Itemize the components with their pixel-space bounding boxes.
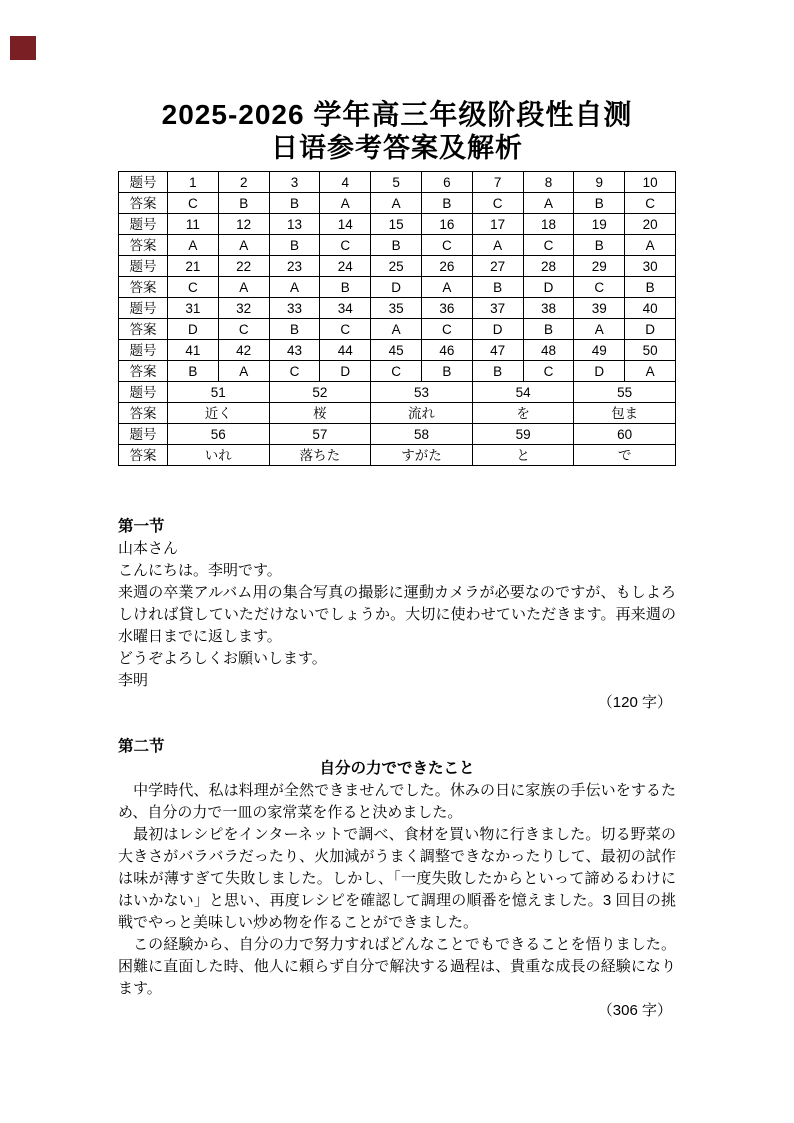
answer-cell: C — [523, 235, 574, 256]
question-number-cell: 19 — [574, 214, 625, 235]
essay-body — [118, 780, 676, 1000]
answer-cell: C — [218, 319, 269, 340]
answer-cell: B — [218, 193, 269, 214]
question-number-cell: 29 — [574, 256, 625, 277]
answer-cell: A — [269, 277, 320, 298]
question-number-cell: 18 — [523, 214, 574, 235]
document-content — [118, 98, 676, 1022]
document-subtitle: 日语参考答案及解析 — [271, 133, 523, 163]
answer-row-label: 答案 — [119, 235, 168, 256]
answer-cell: 包ま — [574, 403, 676, 424]
answer-cell: B — [523, 319, 574, 340]
question-row-label: 题号 — [119, 382, 168, 403]
answer-row-label: 答案 — [119, 277, 168, 298]
answer-table-row — [119, 445, 676, 466]
answer-cell: A — [218, 361, 269, 382]
question-number-cell: 44 — [320, 340, 371, 361]
question-number-cell: 16 — [421, 214, 472, 235]
answer-key-table — [118, 171, 676, 466]
answer-cell: 流れ — [371, 403, 473, 424]
question-row-label: 题号 — [119, 172, 168, 193]
answer-cell: C — [421, 319, 472, 340]
question-number-cell: 30 — [625, 256, 676, 277]
answer-cell: A — [320, 193, 371, 214]
answer-cell: A — [625, 361, 676, 382]
answer-cell: D — [574, 361, 625, 382]
answer-cell: A — [168, 235, 219, 256]
question-number-cell: 9 — [574, 172, 625, 193]
corner-logo-mark — [10, 36, 36, 60]
question-number-cell: 33 — [269, 298, 320, 319]
answer-table-row — [119, 319, 676, 340]
question-number-cell: 38 — [523, 298, 574, 319]
question-number-cell: 20 — [625, 214, 676, 235]
answer-row-label: 答案 — [119, 193, 168, 214]
question-row-label: 题号 — [119, 340, 168, 361]
answer-cell: 落ちた — [269, 445, 371, 466]
letter-line: どうぞよろしくお願いします。 — [118, 650, 327, 667]
answer-cell: C — [371, 361, 422, 382]
question-number-cell: 10 — [625, 172, 676, 193]
answer-cell: C — [574, 277, 625, 298]
question-number-cell: 1 — [168, 172, 219, 193]
question-number-cell: 17 — [472, 214, 523, 235]
answer-cell: B — [269, 235, 320, 256]
question-number-cell: 14 — [320, 214, 371, 235]
answer-cell: A — [371, 193, 422, 214]
question-row-label: 题号 — [119, 214, 168, 235]
answer-cell: A — [218, 277, 269, 298]
section-1-heading: 第一节 — [118, 518, 165, 535]
answer-table-row — [119, 193, 676, 214]
essay-paragraph: 最初はレシピをインターネットで調べ、食材を買い物に行きました。切る野菜の大きさがバラバラだったり、火加減がうまく調整できなかったりして、最初の試作は味が薄すぎて失敗しました。しかし、「一度失敗したからといって諦めるわけにはいかない」と思い、再度レシピを確認して調理の順番を憶えました。3 回目の挑戦でやっと美味しい炒め物を作ることができました。 — [118, 826, 676, 931]
answer-row-label: 答案 — [119, 445, 168, 466]
answer-cell: B — [472, 361, 523, 382]
answer-cell: C — [168, 277, 219, 298]
question-number-cell: 31 — [168, 298, 219, 319]
section-2-heading: 第二节 — [118, 738, 165, 755]
question-number-cell: 35 — [371, 298, 422, 319]
answer-table-row — [119, 403, 676, 424]
answer-cell: A — [421, 277, 472, 298]
question-number-cell: 3 — [269, 172, 320, 193]
question-number-cell: 22 — [218, 256, 269, 277]
question-number-cell: 32 — [218, 298, 269, 319]
question-number-cell: 43 — [269, 340, 320, 361]
answer-cell: で — [574, 445, 676, 466]
answer-table-row — [119, 214, 676, 235]
answer-cell: C — [168, 193, 219, 214]
question-number-cell: 37 — [472, 298, 523, 319]
answer-table-row — [119, 361, 676, 382]
question-number-cell: 58 — [371, 424, 473, 445]
answer-table-row — [119, 172, 676, 193]
answer-cell: B — [574, 235, 625, 256]
essay-paragraph: 中学時代、私は料理が全然できませんでした。休みの日に家族の手伝いをするため、自分の力で一皿の家常菜を作ると決めました。 — [118, 782, 676, 821]
answer-row-label: 答案 — [119, 403, 168, 424]
answer-cell: A — [371, 319, 422, 340]
section-2-char-count: （306 字） — [597, 1002, 672, 1019]
question-row-label: 题号 — [119, 298, 168, 319]
essay-title: 自分の力でできたこと — [319, 760, 475, 777]
answer-cell: C — [269, 361, 320, 382]
question-number-cell: 4 — [320, 172, 371, 193]
answer-cell: A — [625, 235, 676, 256]
question-number-cell: 21 — [168, 256, 219, 277]
answer-cell: B — [625, 277, 676, 298]
question-number-cell: 28 — [523, 256, 574, 277]
answer-cell: C — [421, 235, 472, 256]
letter-body — [118, 538, 676, 692]
answer-cell: A — [574, 319, 625, 340]
answer-table-row — [119, 256, 676, 277]
answer-cell: D — [472, 319, 523, 340]
answer-table-row — [119, 424, 676, 445]
question-number-cell: 13 — [269, 214, 320, 235]
question-number-cell: 56 — [168, 424, 270, 445]
answer-cell: B — [421, 361, 472, 382]
answer-table-row — [119, 298, 676, 319]
answer-cell: B — [320, 277, 371, 298]
answer-sections — [118, 516, 676, 1022]
section-1 — [118, 516, 676, 714]
question-number-cell: 7 — [472, 172, 523, 193]
question-number-cell: 8 — [523, 172, 574, 193]
answer-table-row — [119, 277, 676, 298]
question-number-cell: 57 — [269, 424, 371, 445]
answer-cell: 桜 — [269, 403, 371, 424]
question-number-cell: 11 — [168, 214, 219, 235]
letter-line: 山本さん — [118, 540, 179, 557]
question-number-cell: 2 — [218, 172, 269, 193]
answer-cell: A — [523, 193, 574, 214]
answer-row-label: 答案 — [119, 319, 168, 340]
answer-cell: を — [472, 403, 574, 424]
question-row-label: 题号 — [119, 424, 168, 445]
section-1-char-count: （120 字） — [597, 694, 672, 711]
essay-paragraph: この経験から、自分の力で努力すればどんなことでもできることを悟りました。困難に直面した時、他人に頼らず自分で解決する過程は、貴重な成長の経験になります。 — [118, 936, 676, 997]
question-number-cell: 59 — [472, 424, 574, 445]
letter-line: こんにちは。李明です。 — [118, 562, 282, 579]
question-number-cell: 5 — [371, 172, 422, 193]
question-number-cell: 23 — [269, 256, 320, 277]
letter-line: 李明 — [118, 672, 149, 689]
answer-cell: D — [625, 319, 676, 340]
answer-cell: D — [523, 277, 574, 298]
answer-cell: B — [371, 235, 422, 256]
answer-cell: B — [472, 277, 523, 298]
question-number-cell: 6 — [421, 172, 472, 193]
answer-cell: C — [320, 319, 371, 340]
question-number-cell: 51 — [168, 382, 270, 403]
question-number-cell: 52 — [269, 382, 371, 403]
question-number-cell: 45 — [371, 340, 422, 361]
answer-row-label: 答案 — [119, 361, 168, 382]
document-title: 2025-2026 学年高三年级阶段性自测 — [161, 99, 633, 130]
question-number-cell: 46 — [421, 340, 472, 361]
question-number-cell: 54 — [472, 382, 574, 403]
question-number-cell: 42 — [218, 340, 269, 361]
question-number-cell: 27 — [472, 256, 523, 277]
question-number-cell: 34 — [320, 298, 371, 319]
question-number-cell: 41 — [168, 340, 219, 361]
question-number-cell: 55 — [574, 382, 676, 403]
answer-cell: 近く — [168, 403, 270, 424]
answer-cell: B — [168, 361, 219, 382]
question-number-cell: 15 — [371, 214, 422, 235]
answer-cell: B — [421, 193, 472, 214]
answer-cell: C — [523, 361, 574, 382]
answer-cell: C — [472, 193, 523, 214]
question-number-cell: 53 — [371, 382, 473, 403]
question-number-cell: 60 — [574, 424, 676, 445]
answer-cell: すがた — [371, 445, 473, 466]
question-number-cell: 24 — [320, 256, 371, 277]
question-number-cell: 50 — [625, 340, 676, 361]
answer-cell: C — [625, 193, 676, 214]
question-number-cell: 49 — [574, 340, 625, 361]
question-number-cell: 40 — [625, 298, 676, 319]
question-number-cell: 47 — [472, 340, 523, 361]
answer-table-row — [119, 340, 676, 361]
answer-cell: A — [472, 235, 523, 256]
section-2 — [118, 736, 676, 1022]
answer-table-row — [119, 235, 676, 256]
question-number-cell: 26 — [421, 256, 472, 277]
answer-cell: C — [320, 235, 371, 256]
question-number-cell: 12 — [218, 214, 269, 235]
answer-cell: D — [168, 319, 219, 340]
question-row-label: 题号 — [119, 256, 168, 277]
answer-cell: B — [574, 193, 625, 214]
answer-cell: D — [371, 277, 422, 298]
question-number-cell: 39 — [574, 298, 625, 319]
answer-cell: B — [269, 193, 320, 214]
answer-table-row — [119, 382, 676, 403]
answer-cell: D — [320, 361, 371, 382]
letter-line: 来週の卒業アルバム用の集合写真の撮影に運動カメラが必要なのですが、もしよろしければ貸していただけないでしょうか。大切に使わせていただきます。再来週の水曜日までに返します。 — [118, 584, 676, 645]
question-number-cell: 48 — [523, 340, 574, 361]
answer-cell: と — [472, 445, 574, 466]
question-number-cell: 36 — [421, 298, 472, 319]
question-number-cell: 25 — [371, 256, 422, 277]
answer-cell: B — [269, 319, 320, 340]
answer-cell: いれ — [168, 445, 270, 466]
answer-cell: A — [218, 235, 269, 256]
